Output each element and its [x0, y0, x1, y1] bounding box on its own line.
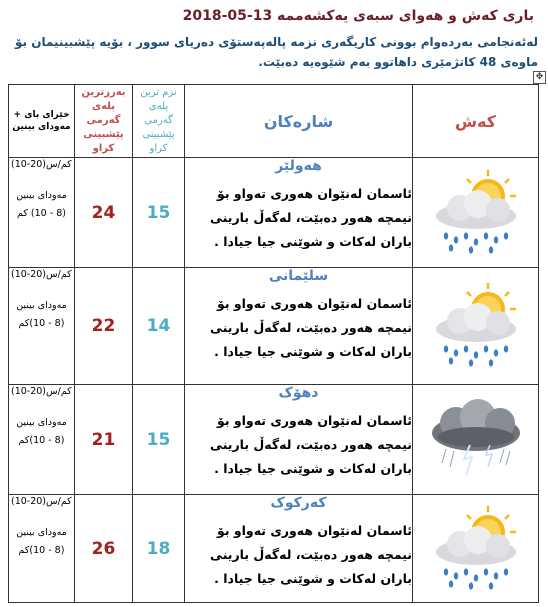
header-cities: شارەکان — [185, 85, 413, 158]
city-name: دهۆک — [278, 385, 319, 401]
wind-visibility-cell — [9, 385, 75, 495]
max-temp: 22 — [75, 268, 133, 385]
visibility-label: مەودای بینین — [16, 300, 67, 311]
weather-icon-cell — [413, 385, 539, 495]
visibility-range: (8 - 10)کم — [18, 435, 65, 446]
table-row — [9, 268, 539, 385]
table-row — [9, 385, 539, 495]
city-description: ئاسمان لەنێوان هەوری تەواو بۆ نیمچە هەور دەبێت، لەگەڵ بارینی باران لەکات و شوێنی جیا جیادا . — [210, 413, 412, 476]
wind-speed: (10-20)کم/س — [11, 159, 72, 170]
city-description: ئاسمان لەنێوان هەوری تەواو بۆ نیمچە هەور دەبێت، لەگەڵ بارینی باران لەکات و شوێنی جیا جیادا . — [210, 523, 412, 586]
city-cell — [185, 158, 413, 268]
city-name: کەرکوک — [270, 495, 327, 511]
min-temp: 14 — [133, 268, 185, 385]
wind-visibility-cell — [9, 268, 75, 385]
city-cell — [185, 385, 413, 495]
weather-icon-cell — [413, 268, 539, 385]
table-row — [9, 495, 539, 603]
header-weather: کەش — [413, 85, 539, 158]
city-name: هەولێر — [275, 158, 322, 174]
city-description: ئاسمان لەنێوان هەوری تەواو بۆ نیمچە هەور دەبێت، لەگەڵ بارینی باران لەکات و شوێنی جیا جیادا . — [210, 186, 412, 249]
weather-icon-cell — [413, 495, 539, 603]
visibility-label: مەودای بینین — [16, 527, 67, 538]
city-description: ئاسمان لەنێوان هەوری تەواو بۆ نیمچە هەور دەبێت، لەگەڵ بارینی باران لەکات و شوێنی جیا جیادا . — [210, 296, 412, 359]
weather-icon-cell — [413, 158, 539, 268]
header-wind-visibility: خێرای بای + مەودای بینین — [9, 85, 75, 158]
city-name: سلێمانی — [268, 268, 329, 284]
city-cell — [185, 268, 413, 385]
min-temp: 15 — [133, 385, 185, 495]
sun-cloud-rain-icon — [426, 502, 526, 592]
max-temp: 21 — [75, 385, 133, 495]
min-temp: 15 — [133, 158, 185, 268]
wind-speed: (10-20)کم/س — [11, 269, 72, 280]
header-max-temp: بەرزترین پلەی گەرمی پێشبینی کراو — [75, 85, 133, 158]
table-header-row — [9, 85, 539, 158]
wind-speed: (10-20)کم/س — [11, 496, 72, 507]
table-move-handle[interactable]: ✥ — [533, 71, 546, 84]
thunderstorm-icon — [426, 393, 526, 483]
page-title: باری کەش و هەوای سبەی یەکشەممە 13-05-2018 — [182, 8, 534, 24]
visibility-range: (8 - 10)کم — [18, 545, 65, 556]
table-row — [9, 158, 539, 268]
header-min-temp: نزم ترین پلەی گەرمی پێشبینی کراو — [133, 85, 185, 158]
weather-table — [8, 84, 539, 603]
city-cell — [185, 495, 413, 603]
wind-visibility-cell — [9, 495, 75, 603]
wind-speed: (10-20)کم/س — [11, 386, 72, 397]
wind-visibility-cell — [9, 158, 75, 268]
visibility-range: (8 - 10)کم — [18, 318, 65, 329]
max-temp: 26 — [75, 495, 133, 603]
forecast-intro: لەئەنجامی بەردەوام بوونی کاریگەری نزمە پالەپەستۆی دەریای سوور ، بۆیە پێشبینیمان بۆ ماوەی 48 کاتژمێری داهاتوو بەم شێوەیە دەبێت. — [15, 35, 538, 69]
sun-cloud-rain-icon — [426, 279, 526, 369]
visibility-label: مەودای بینین — [16, 190, 67, 201]
visibility-range: (8 - 10) کم — [17, 208, 66, 219]
visibility-label: مەودای بینین — [16, 417, 67, 428]
max-temp: 24 — [75, 158, 133, 268]
sun-cloud-rain-icon — [426, 166, 526, 256]
min-temp: 18 — [133, 495, 185, 603]
